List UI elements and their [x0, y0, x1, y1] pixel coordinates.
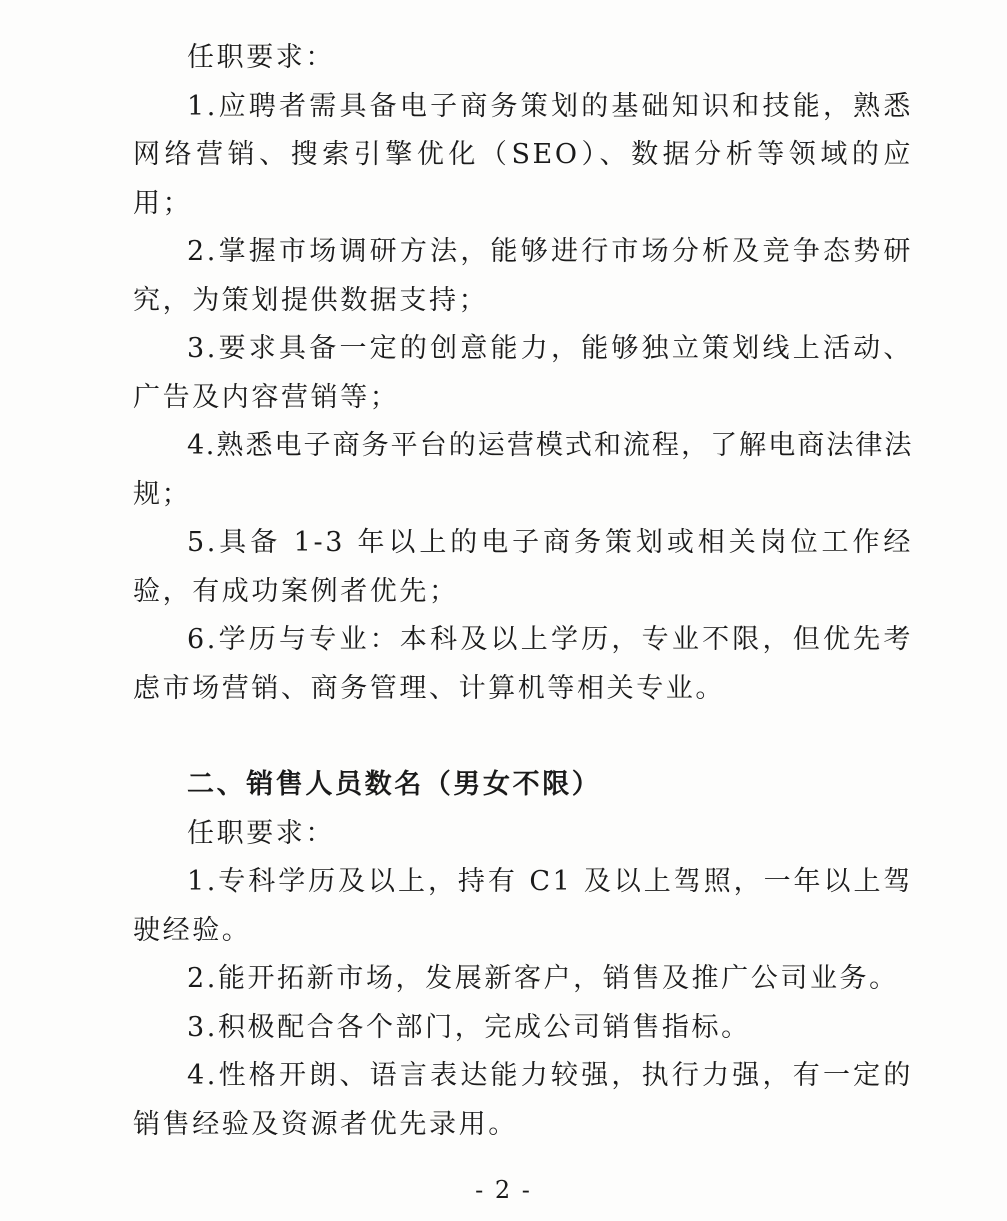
section2-requirements-label: 任职要求：	[187, 817, 335, 849]
page-number: - 2 -	[475, 1176, 532, 1204]
section2-item-3: 3.积极配合各个部门，完成公司销售指标。	[187, 1011, 751, 1043]
section1-item-6: 6.学历与专业：本科及以上学历，专业不限，但优先考虑市场营销、商务管理、计算机等相关专业。	[133, 624, 913, 704]
section2-item-1: 1.专科学历及以上，持有 C1 及以上驾照，一年以上驾驶经验。	[133, 866, 913, 946]
document-body	[133, 34, 913, 1149]
section1-item-2: 2.掌握市场调研方法，能够进行市场分析及竞争态势研究，为策划提供数据支持；	[133, 236, 913, 316]
section-gap	[133, 713, 913, 761]
section2-heading: 二、销售人员数名（男女不限）	[187, 769, 602, 800]
section1-item-1: 1.应聘者需具备电子商务策划的基础知识和技能，熟悉网络营销、搜索引擎优化（SEO）、数据分析等领域的应用；	[133, 90, 913, 219]
section1-requirements-label: 任职要求：	[187, 42, 335, 73]
section2-item-4: 4.性格开朗、语言表达能力较强，执行力强，有一定的销售经验及资源者优先录用。	[133, 1060, 913, 1140]
section1-item-3: 3.要求具备一定的创意能力，能够独立策划线上活动、广告及内容营销等；	[133, 333, 913, 413]
section1-item-5: 5.具备 1-3 年以上的电子商务策划或相关岗位工作经验，有成功案例者优先；	[133, 527, 913, 607]
section1-item-4: 4.熟悉电子商务平台的运营模式和流程，了解电商法律法规；	[133, 430, 913, 510]
section2-item-2: 2.能开拓新市场，发展新客户，销售及推广公司业务。	[187, 963, 899, 994]
